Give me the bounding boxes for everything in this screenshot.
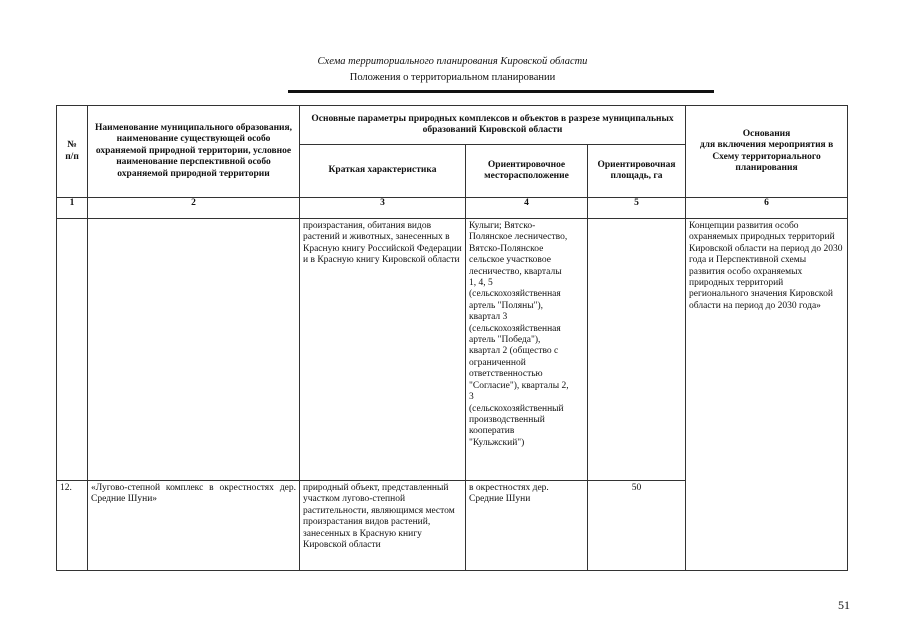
column-number: 2 (88, 198, 300, 219)
table-row (57, 219, 848, 481)
column-number: 1 (57, 198, 88, 219)
row-basis-cell: Концепции развития особо охраняемых природных территорий Кировской области на период до 2030 года и Перспективной схемы развития особо охраняемых природных территорий регионального значения Кировской области на период до 2030 года» (686, 219, 848, 571)
row-name-cell: «Лугово-степной комплекс в окрестностях дер. Средние Шуни» (88, 481, 300, 571)
header-name: Наименование муниципального образования, наименование существующей особо охраняемой природной территории, условное наименование перспективной особо охраняемой природной территории (88, 106, 300, 198)
header-rule (288, 90, 714, 93)
header-row-top (57, 106, 848, 145)
row-num-cell: 12. (57, 481, 88, 571)
row-name-cell (88, 219, 300, 481)
document-subtitle: Положения о территориальном планировании (349, 72, 556, 83)
column-number: 4 (466, 198, 588, 219)
row-area-cell: 50 (588, 481, 686, 571)
column-numbers-row (57, 198, 848, 219)
row-num-cell (57, 219, 88, 481)
document-title: Схема территориального планирования Кировской области (317, 56, 588, 67)
header-area: Ориентировочная площадь, га (588, 145, 686, 198)
column-number: 5 (588, 198, 686, 219)
header-location: Ориентировочное месторасположение (466, 145, 588, 198)
column-number: 3 (300, 198, 466, 219)
territorial-planning-table (56, 105, 848, 571)
header-characteristic: Краткая характеристика (300, 145, 466, 198)
page-number: 51 (838, 598, 850, 612)
row-location-cell: в окрестностях дер. Средние Шуни (466, 481, 588, 571)
header-params: Основные параметры природных комплексов и объектов в разрезе муниципальных образований Кировской области (300, 106, 686, 145)
row-characteristic-cell: произрастания, обитания видов растений и животных, занесенных в Красную книгу Российской Федерации и в Красную книгу Кировской области (300, 219, 466, 481)
row-characteristic-cell: природный объект, представленный участком лугово-степной растительности, являющимся местом произрастания видов растений, занесенных в Красную книгу Кировской области (300, 481, 466, 571)
column-number: 6 (686, 198, 848, 219)
row-location-cell: Кулыги; Вятско- Полянское лесничество, Вятско-Полянское сельское участковое лесничество, кварталы 1, 4, 5 (сельскохозяйственная артель "Поляны"), квартал 3 (сельскохозяйственная артель "Победа"), квартал 2 (общество с ограниченной ответственностью "Согласие"), кварталы 2, 3 (сельскохозяйственный производственный кооператив "Кульжский") (466, 219, 588, 481)
row-area-cell (588, 219, 686, 481)
header-basis: Основания для включения мероприятия в Схему территориального планирования (686, 106, 848, 198)
header-num: № п/п (57, 106, 88, 198)
